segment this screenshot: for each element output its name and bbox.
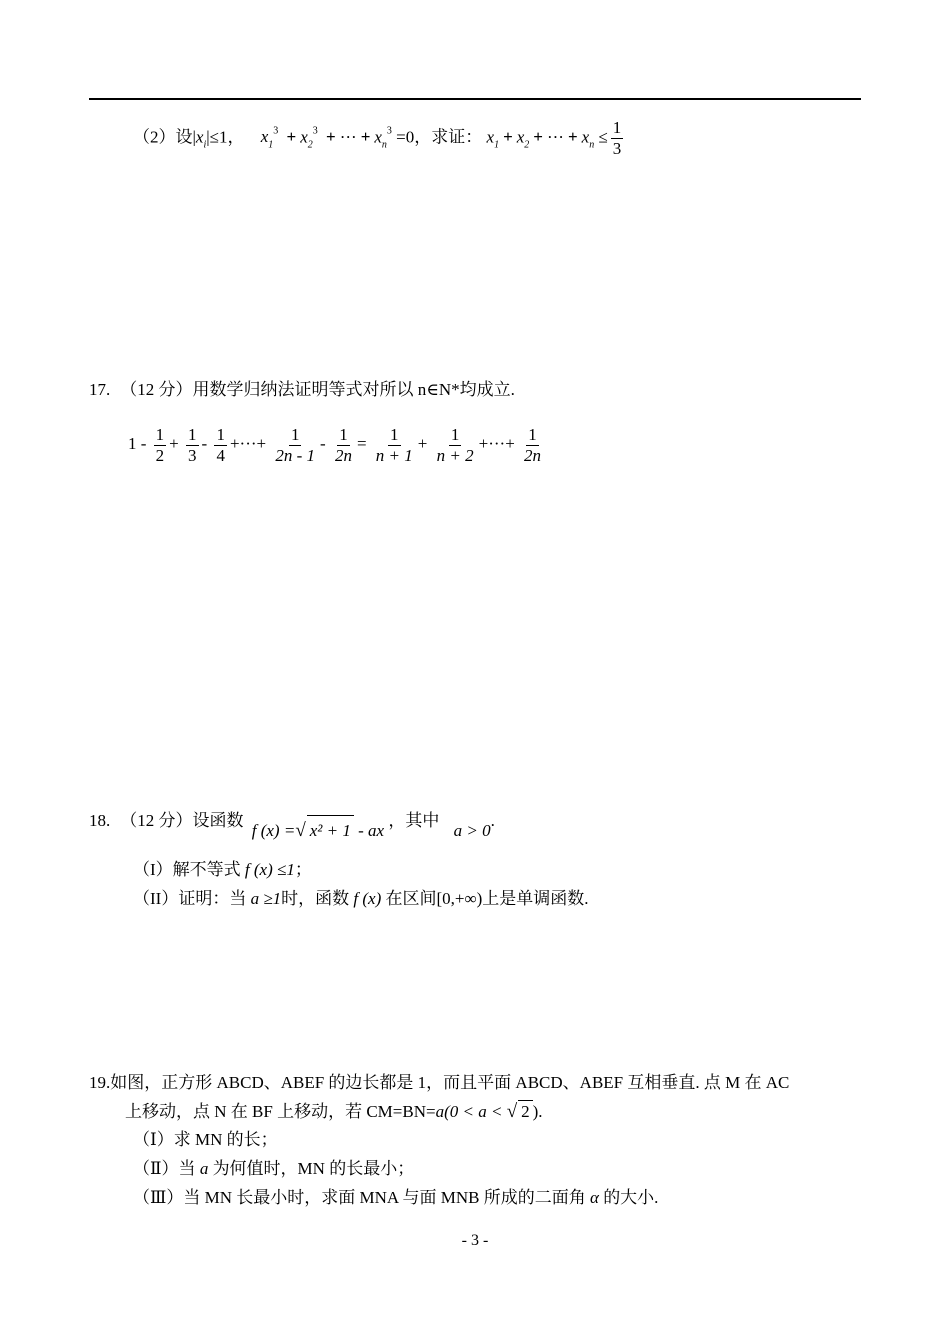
q19-part1: （Ⅰ）求 MN 的长； (133, 1130, 278, 1149)
header-rule (89, 98, 861, 100)
q17-equation: 1 - $\frac{1}{2}$ + $\frac{1}{3}$ - $\frac{1}{4}$ +···+ $\frac{1}{2n - 1}$ - $\frac{1}{2n}$ = $\frac{1}{n + 1}$ + $\frac{1}{n + 2}$ +···+ $\frac{1}{2n}$ (128, 424, 542, 465)
q19-part3: （Ⅲ）当 MN 长最小时，求面 MNA 与面 MNB 所成的二面角 α 的大小. (133, 1188, 659, 1207)
page-number: - 3 - (461, 1232, 489, 1249)
q19-part2: （Ⅱ）当 a 为何值时，MN 的长最小； (133, 1159, 415, 1178)
q16-part2: （2）设$|x_i|\le 1$， $x_1^3 + x_2^3$ + ··· + $x_n^3 =0$，求证： $x_1 + x_2$ + ··· + $x_n$ ≤ $\frac{1}{3}$ (133, 118, 622, 158)
q19-line1: 19.如图，正方形 ABCD、ABEF 的边长都是 1，而且平面 ABCD、ABEF 互相垂直. 点 M 在 AC (89, 1073, 790, 1092)
q18-part2: （II）证明：当 a ≥1时，函数 f (x) 在区间[0,+∞)上是单调函数. (133, 889, 589, 908)
q17-statement: 17. （12 分）用数学归纳法证明等式对所以 n∈N*均成立. (89, 380, 515, 399)
q18-part1: （I）解不等式 f (x) ≤1； (133, 860, 312, 879)
q19-line2: 上移动，点 N 在 BF 上移动，若 CM=BN=a(0 < a < √ 2 ). (125, 1101, 543, 1122)
q18-statement: 18. （12 分）设函数 f (x) =√ x² + 1 - ax ，其中 a > 0. (89, 805, 495, 836)
